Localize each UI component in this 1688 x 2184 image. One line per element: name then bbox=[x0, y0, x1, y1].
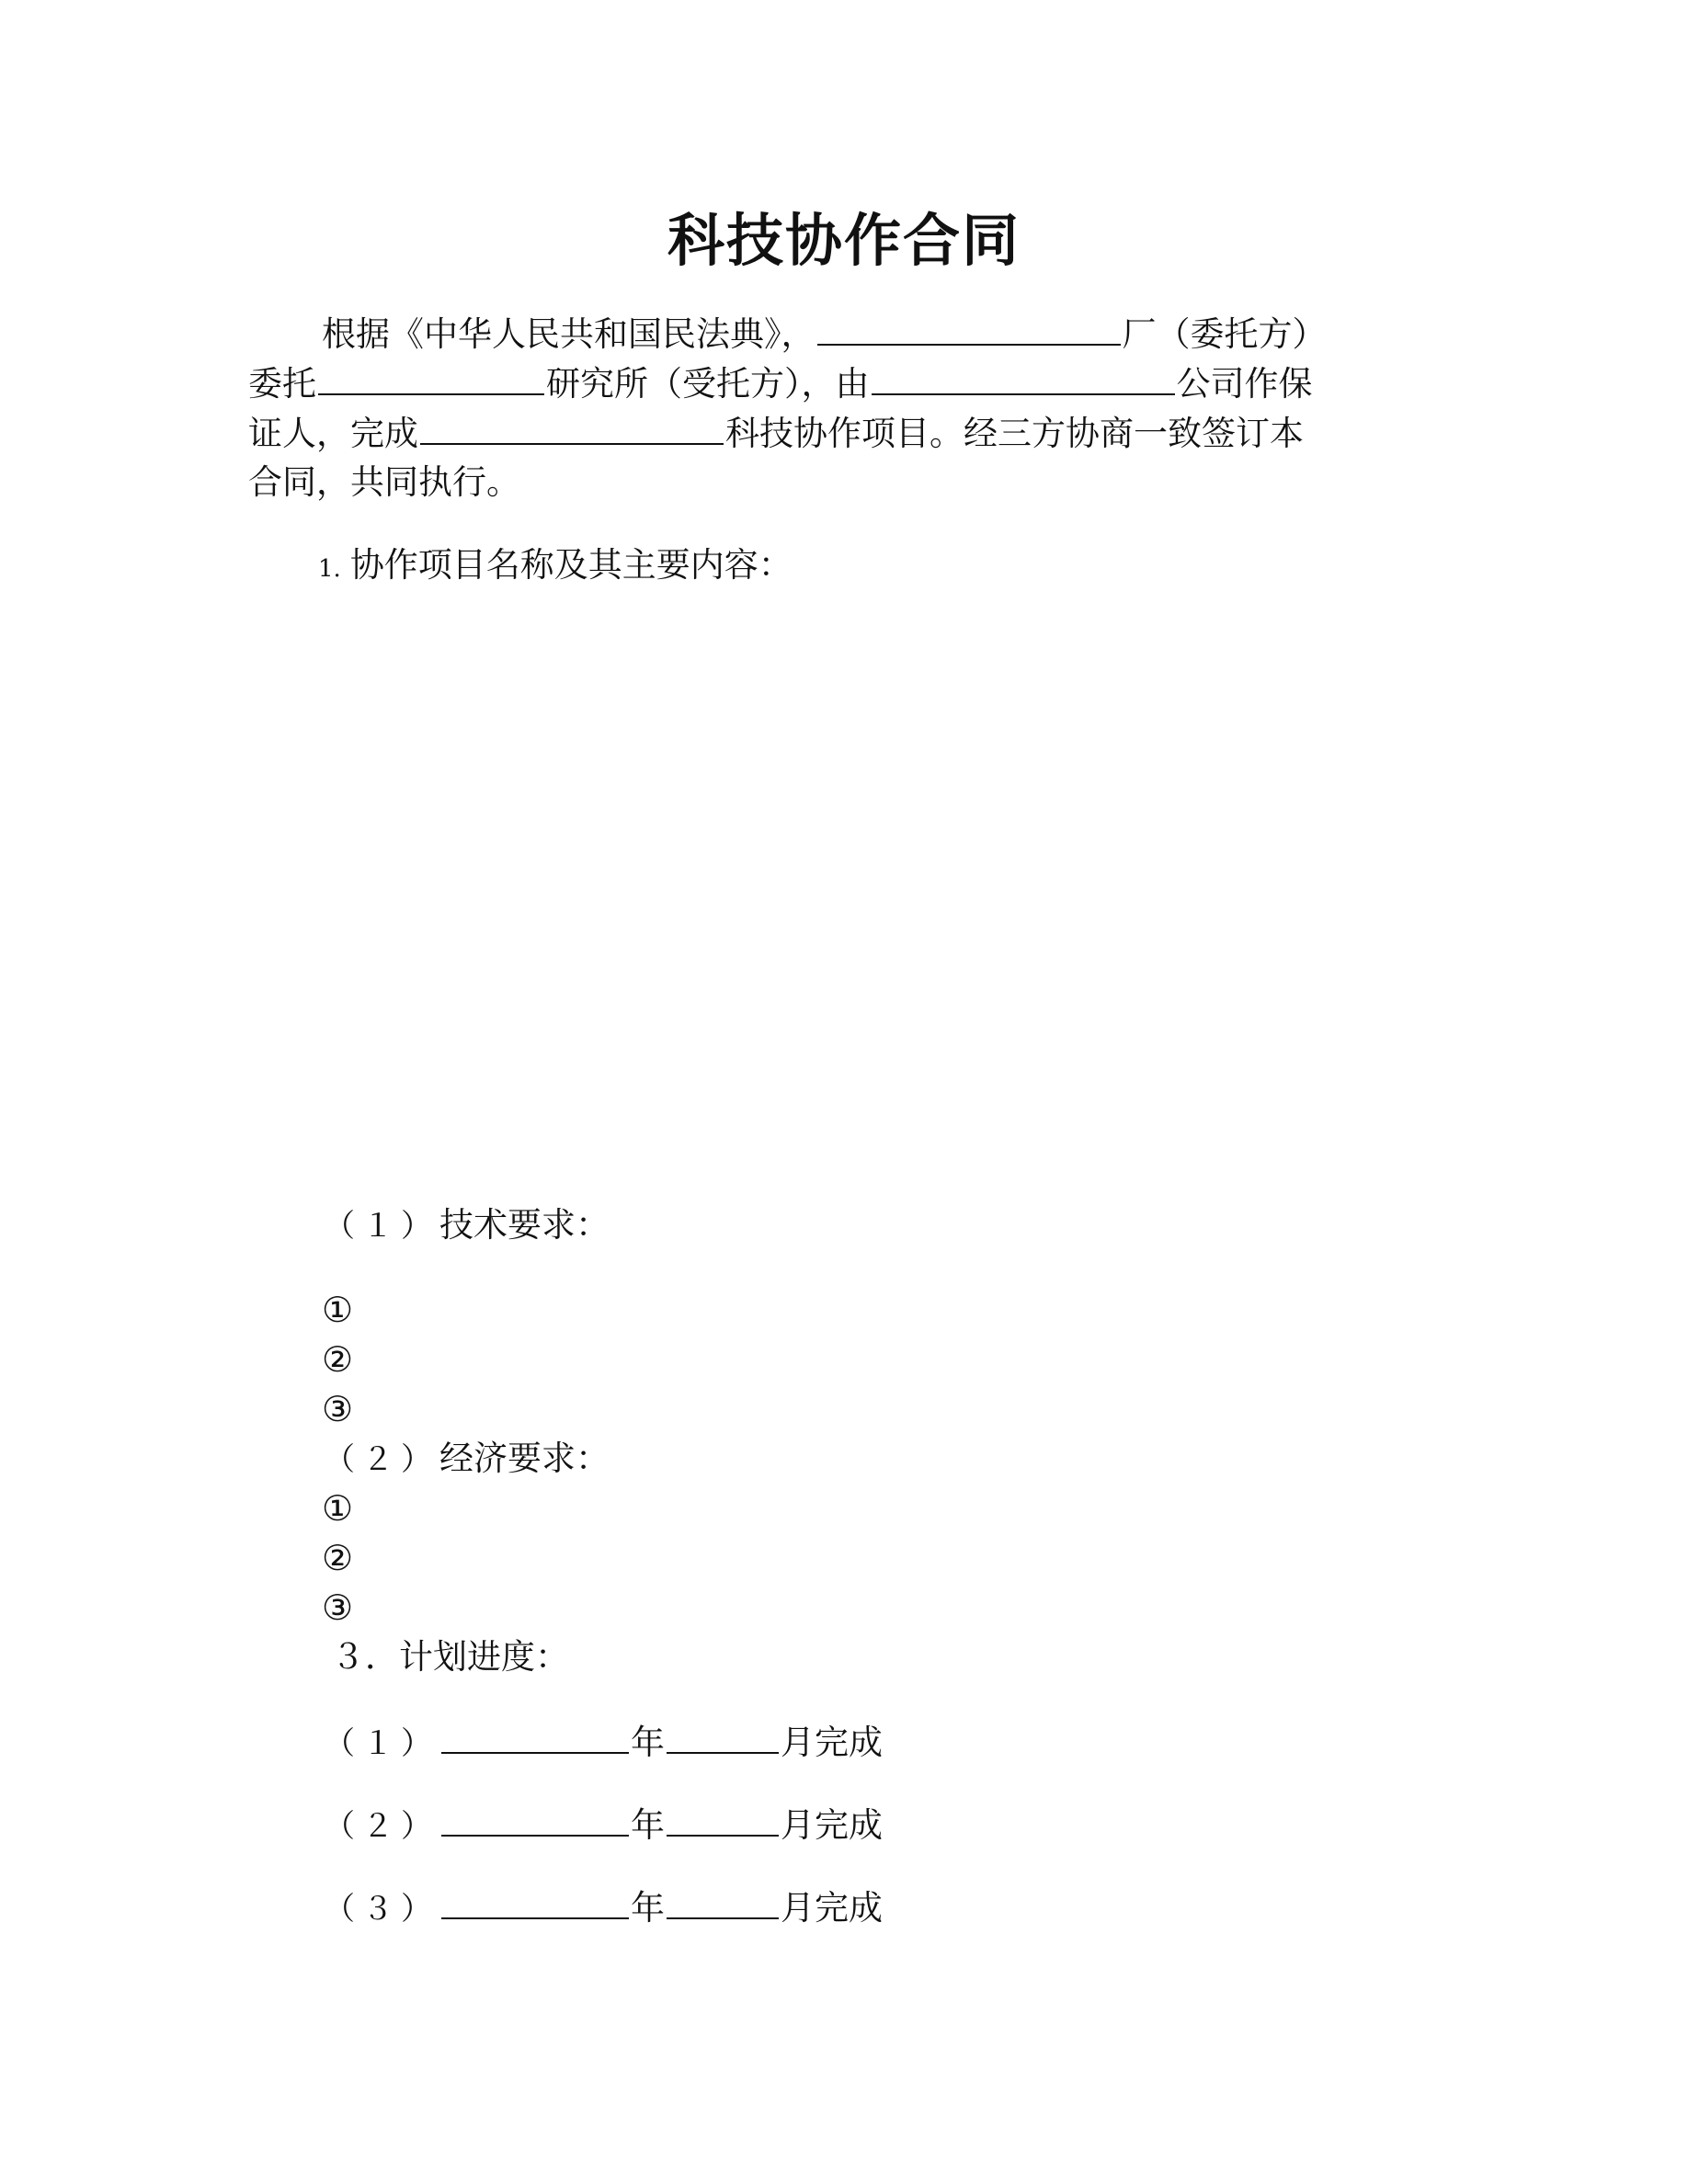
blank-field bbox=[420, 408, 724, 445]
schedule-row-1 bbox=[324, 1717, 883, 1769]
econ-item-2: ② bbox=[322, 1538, 354, 1578]
item-number: （１） bbox=[324, 1725, 439, 1762]
month-blank bbox=[667, 1717, 779, 1754]
tech-item-3: ③ bbox=[322, 1389, 354, 1429]
year-label: 年 bbox=[631, 1888, 665, 1928]
blank-field bbox=[817, 309, 1121, 346]
intro-text: 科技协作项目。经三方协商一致签订本 bbox=[725, 414, 1304, 453]
section-label: 协作项目名称及其主要内容： bbox=[349, 545, 793, 585]
year-label: 年 bbox=[631, 1723, 665, 1762]
item-number: （２） bbox=[324, 1441, 439, 1478]
section-number: ３． bbox=[331, 1637, 399, 1677]
document-title: 科技协作合同 bbox=[667, 207, 1021, 274]
section-number: 1. bbox=[318, 555, 341, 583]
item-label: 技术要求： bbox=[439, 1205, 610, 1245]
year-blank bbox=[441, 1883, 629, 1919]
intro-line-4: 合同，共同执行。 bbox=[248, 462, 520, 502]
schedule-row-2 bbox=[324, 1800, 883, 1851]
tech-item-2: ② bbox=[322, 1339, 354, 1380]
tech-item-1: ① bbox=[322, 1290, 354, 1330]
intro-text: 公司作保 bbox=[1176, 364, 1313, 404]
section-3-heading bbox=[331, 1632, 569, 1682]
month-blank bbox=[667, 1883, 779, 1919]
item-number: （２） bbox=[324, 1808, 439, 1845]
intro-text: 研究所（受托方），由 bbox=[546, 364, 870, 404]
intro-text: 委托 bbox=[248, 364, 316, 404]
intro-text: 厂（委托方） bbox=[1122, 314, 1327, 354]
blank-field bbox=[318, 358, 544, 395]
year-blank bbox=[441, 1717, 629, 1754]
item-label: 经济要求： bbox=[439, 1439, 610, 1478]
econ-item-1: ① bbox=[322, 1488, 354, 1529]
year-blank bbox=[441, 1800, 629, 1837]
tech-requirements-heading bbox=[324, 1200, 610, 1251]
month-label: 月完成 bbox=[781, 1723, 883, 1762]
month-label: 月完成 bbox=[781, 1888, 883, 1928]
month-blank bbox=[667, 1800, 779, 1837]
year-label: 年 bbox=[631, 1805, 665, 1845]
month-label: 月完成 bbox=[781, 1805, 883, 1845]
intro-text: 证人，完成 bbox=[248, 414, 418, 453]
intro-text: 根据《中华人民共和国民法典》， bbox=[322, 314, 815, 354]
econ-requirements-heading bbox=[324, 1434, 610, 1484]
intro-line-1 bbox=[322, 309, 1327, 359]
blank-field bbox=[872, 358, 1175, 395]
intro-line-2 bbox=[248, 358, 1313, 409]
econ-item-3: ③ bbox=[322, 1587, 354, 1628]
section-label: 计划进度： bbox=[399, 1637, 569, 1677]
item-number: （３） bbox=[324, 1891, 439, 1928]
schedule-row-3 bbox=[324, 1883, 883, 1934]
intro-line-3 bbox=[248, 408, 1304, 459]
section-1-heading bbox=[318, 540, 793, 594]
item-number: （１） bbox=[324, 1208, 439, 1245]
